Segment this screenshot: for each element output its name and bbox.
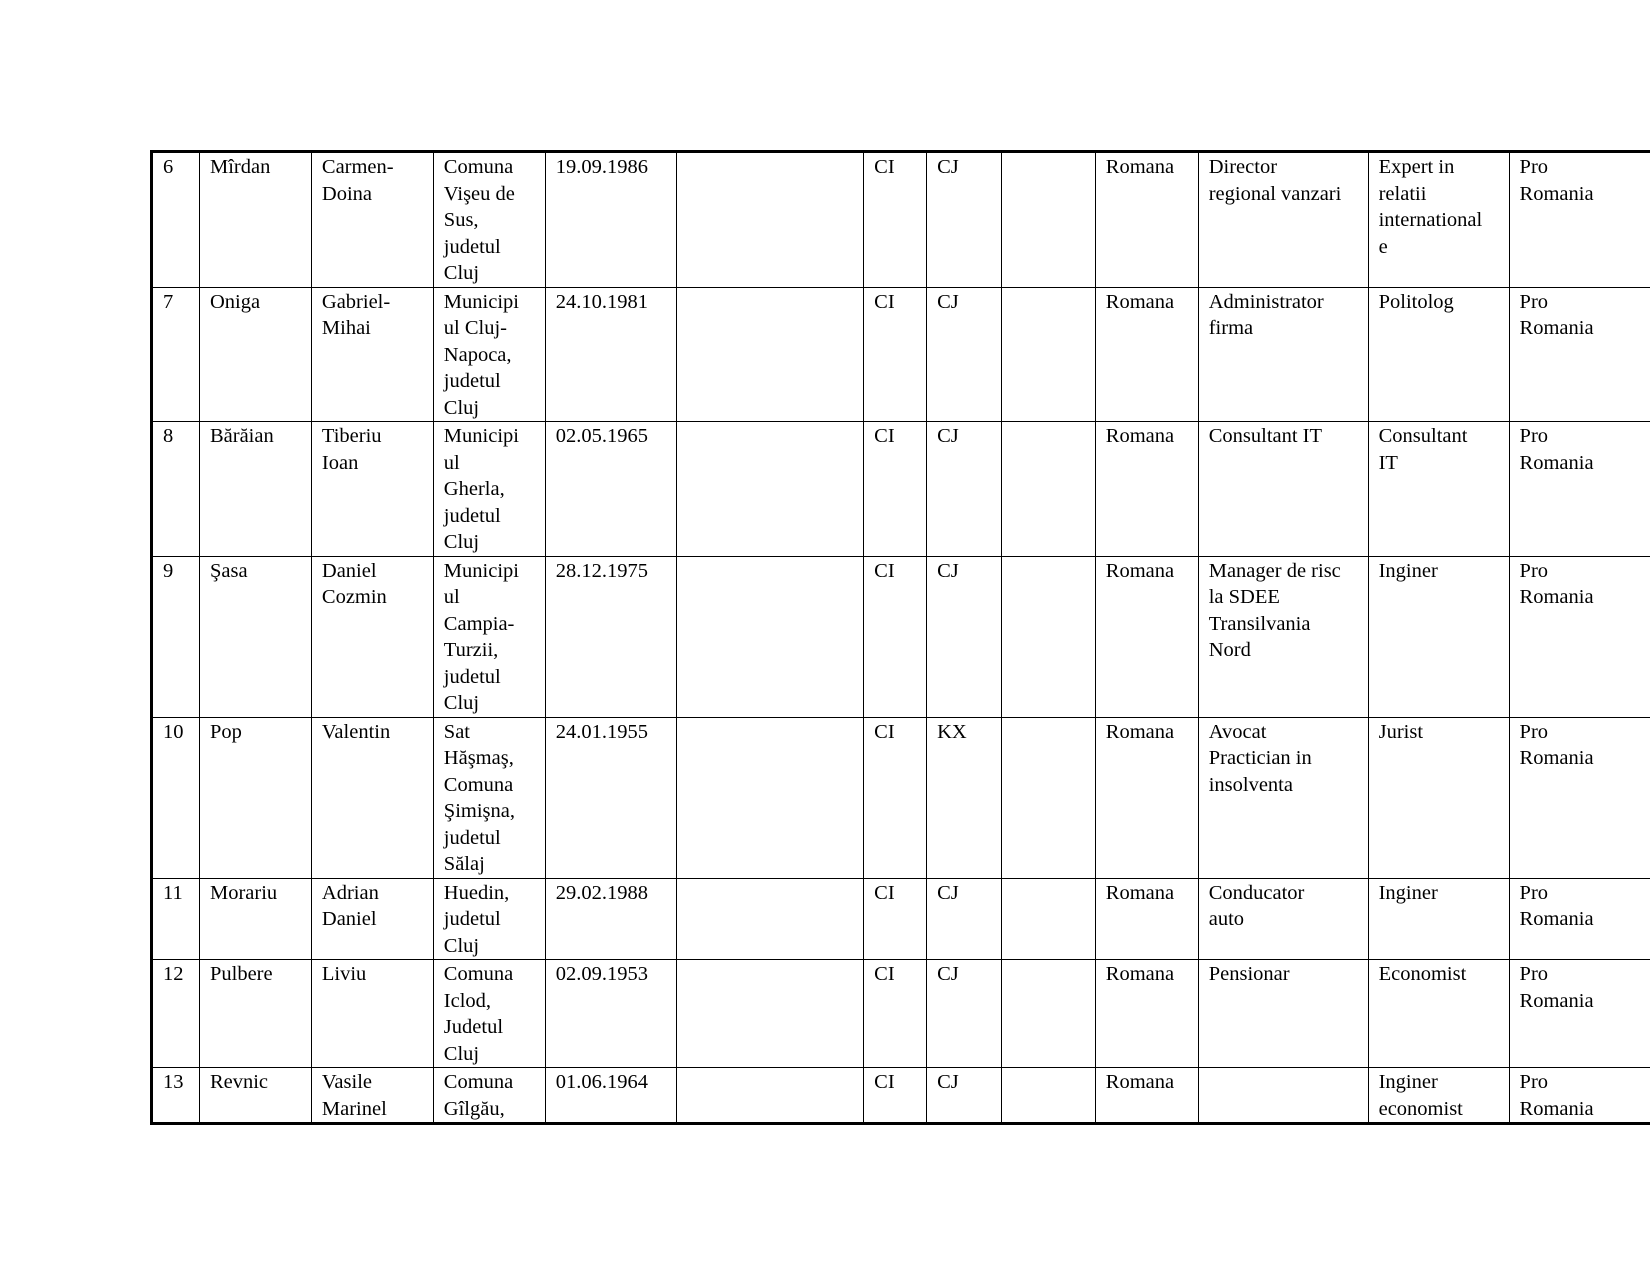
- cell-id-type: CI: [864, 422, 927, 557]
- cell-profession: Expert in relatii international e: [1368, 152, 1509, 288]
- cell-birth-date: 29.02.1988: [545, 878, 676, 960]
- cell-birth-date: 24.10.1981: [545, 287, 676, 422]
- cell-party: Pro Romania: [1509, 287, 1650, 422]
- cell-address: Municipi ul Campia- Turzii, judetul Cluj: [433, 556, 545, 717]
- cell-nr: 6: [152, 152, 200, 288]
- cell-party: Pro Romania: [1509, 960, 1650, 1068]
- cell-blank: [1002, 1068, 1096, 1124]
- cell-id-series: CJ: [927, 1068, 1002, 1124]
- cell-profession: Inginer: [1368, 556, 1509, 717]
- cell-blank: [676, 287, 863, 422]
- cell-id-type: CI: [864, 878, 927, 960]
- cell-blank: [1002, 556, 1096, 717]
- cell-id-type: CI: [864, 152, 927, 288]
- cell-given-name: Valentin: [311, 717, 433, 878]
- cell-occupation: Manager de risc la SDEE Transilvania Nord: [1198, 556, 1368, 717]
- cell-blank: [1002, 422, 1096, 557]
- cell-citizenship: Romana: [1095, 422, 1198, 557]
- cell-given-name: Carmen- Doina: [311, 152, 433, 288]
- cell-address: Comuna Gîlgău,: [433, 1068, 545, 1124]
- cell-id-series: CJ: [927, 878, 1002, 960]
- cell-id-type: CI: [864, 556, 927, 717]
- cell-occupation: Pensionar: [1198, 960, 1368, 1068]
- cell-id-type: CI: [864, 717, 927, 878]
- cell-nr: 9: [152, 556, 200, 717]
- cell-address: Municipi ul Gherla, judetul Cluj: [433, 422, 545, 557]
- cell-birth-date: 24.01.1955: [545, 717, 676, 878]
- cell-nr: 8: [152, 422, 200, 557]
- candidates-table: [150, 150, 1650, 1125]
- cell-address: Sat Hăşmaş, Comuna Şimişna, judetul Sălaj: [433, 717, 545, 878]
- cell-id-series: CJ: [927, 422, 1002, 557]
- cell-profession: Inginer: [1368, 878, 1509, 960]
- cell-citizenship: Romana: [1095, 556, 1198, 717]
- cell-occupation: Avocat Practician in insolventa: [1198, 717, 1368, 878]
- cell-blank: [676, 556, 863, 717]
- cell-party: Pro Romania: [1509, 422, 1650, 557]
- cell-profession: Economist: [1368, 960, 1509, 1068]
- table-row: [152, 556, 1650, 717]
- cell-occupation: [1198, 1068, 1368, 1124]
- cell-birth-date: 01.06.1964: [545, 1068, 676, 1124]
- cell-surname: Revnic: [199, 1068, 311, 1124]
- cell-nr: 11: [152, 878, 200, 960]
- cell-blank: [1002, 878, 1096, 960]
- cell-profession: Politolog: [1368, 287, 1509, 422]
- cell-blank: [676, 878, 863, 960]
- cell-profession: Jurist: [1368, 717, 1509, 878]
- cell-surname: Pulbere: [199, 960, 311, 1068]
- cell-nr: 7: [152, 287, 200, 422]
- cell-given-name: Daniel Cozmin: [311, 556, 433, 717]
- cell-surname: Morariu: [199, 878, 311, 960]
- cell-address: Municipi ul Cluj- Napoca, judetul Cluj: [433, 287, 545, 422]
- table-row: [152, 878, 1650, 960]
- cell-occupation: Director regional vanzari: [1198, 152, 1368, 288]
- cell-party: Pro Romania: [1509, 717, 1650, 878]
- cell-given-name: Adrian Daniel: [311, 878, 433, 960]
- table-row: [152, 287, 1650, 422]
- cell-blank: [1002, 960, 1096, 1068]
- cell-id-type: CI: [864, 287, 927, 422]
- cell-occupation: Consultant IT: [1198, 422, 1368, 557]
- cell-surname: Oniga: [199, 287, 311, 422]
- cell-citizenship: Romana: [1095, 960, 1198, 1068]
- cell-surname: Pop: [199, 717, 311, 878]
- cell-id-type: CI: [864, 960, 927, 1068]
- cell-blank: [676, 717, 863, 878]
- cell-given-name: Tiberiu Ioan: [311, 422, 433, 557]
- cell-nr: 13: [152, 1068, 200, 1124]
- cell-birth-date: 02.05.1965: [545, 422, 676, 557]
- cell-party: Pro Romania: [1509, 878, 1650, 960]
- cell-citizenship: Romana: [1095, 152, 1198, 288]
- cell-blank: [676, 960, 863, 1068]
- cell-blank: [1002, 152, 1096, 288]
- cell-address: Comuna Vişeu de Sus, judetul Cluj: [433, 152, 545, 288]
- cell-id-series: CJ: [927, 152, 1002, 288]
- table-row: [152, 152, 1650, 288]
- table-row: [152, 1068, 1650, 1124]
- table-row: [152, 717, 1650, 878]
- cell-surname: Bărăian: [199, 422, 311, 557]
- cell-surname: Mîrdan: [199, 152, 311, 288]
- cell-given-name: Vasile Marinel: [311, 1068, 433, 1124]
- cell-party: Pro Romania: [1509, 152, 1650, 288]
- cell-birth-date: 02.09.1953: [545, 960, 676, 1068]
- cell-nr: 12: [152, 960, 200, 1068]
- cell-occupation: Conducator auto: [1198, 878, 1368, 960]
- cell-blank: [1002, 717, 1096, 878]
- cell-profession: Consultant IT: [1368, 422, 1509, 557]
- cell-occupation: Administrator firma: [1198, 287, 1368, 422]
- cell-blank: [1002, 287, 1096, 422]
- cell-party: Pro Romania: [1509, 556, 1650, 717]
- table-row: [152, 960, 1650, 1068]
- table-row: [152, 422, 1650, 557]
- cell-citizenship: Romana: [1095, 717, 1198, 878]
- cell-citizenship: Romana: [1095, 1068, 1198, 1124]
- cell-address: Huedin, judetul Cluj: [433, 878, 545, 960]
- cell-surname: Şasa: [199, 556, 311, 717]
- cell-id-series: KX: [927, 717, 1002, 878]
- cell-profession: Inginer economist: [1368, 1068, 1509, 1124]
- cell-given-name: Gabriel- Mihai: [311, 287, 433, 422]
- cell-blank: [676, 422, 863, 557]
- cell-address: Comuna Iclod, Judetul Cluj: [433, 960, 545, 1068]
- cell-nr: 10: [152, 717, 200, 878]
- cell-citizenship: Romana: [1095, 878, 1198, 960]
- cell-id-series: CJ: [927, 556, 1002, 717]
- cell-id-type: CI: [864, 1068, 927, 1124]
- table-body: [152, 152, 1650, 1124]
- cell-id-series: CJ: [927, 960, 1002, 1068]
- cell-blank: [676, 152, 863, 288]
- cell-given-name: Liviu: [311, 960, 433, 1068]
- cell-id-series: CJ: [927, 287, 1002, 422]
- cell-party: Pro Romania: [1509, 1068, 1650, 1124]
- cell-birth-date: 28.12.1975: [545, 556, 676, 717]
- cell-blank: [676, 1068, 863, 1124]
- cell-birth-date: 19.09.1986: [545, 152, 676, 288]
- cell-citizenship: Romana: [1095, 287, 1198, 422]
